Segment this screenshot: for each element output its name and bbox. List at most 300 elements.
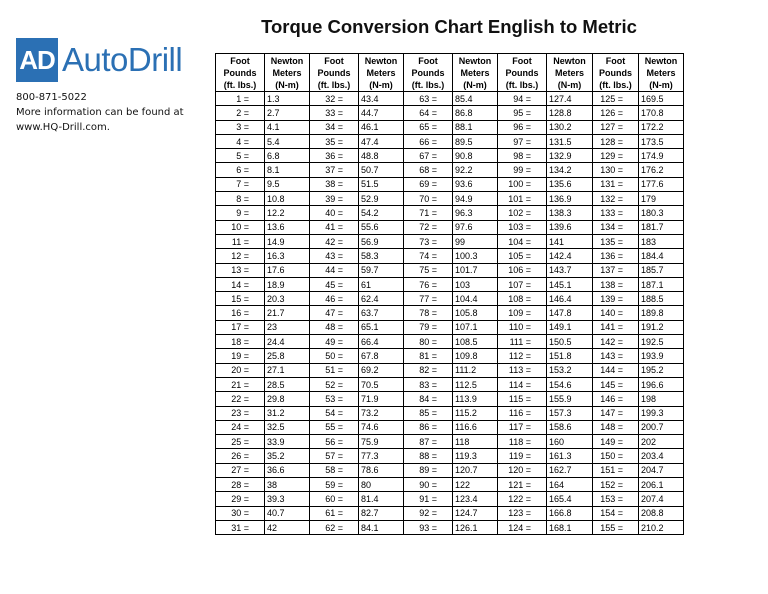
- newton-meters-cell: 42: [265, 520, 310, 534]
- foot-pounds-cell: 114 =: [498, 377, 547, 391]
- newton-meters-cell: 18.9: [265, 277, 310, 291]
- foot-pounds-cell: 39 =: [310, 192, 359, 206]
- foot-pounds-cell: 44 =: [310, 263, 359, 277]
- newton-meters-cell: 172.2: [639, 120, 684, 134]
- column-header-newton-meters: Newton Meters (N-m): [359, 54, 404, 92]
- logo-mark: AD: [16, 38, 58, 82]
- foot-pounds-cell: 2 =: [216, 106, 265, 120]
- table-row: [216, 449, 684, 463]
- table-body: [216, 92, 684, 535]
- foot-pounds-cell: 134 =: [593, 220, 639, 234]
- foot-pounds-cell: 35 =: [310, 134, 359, 148]
- newton-meters-cell: 149.1: [547, 320, 593, 334]
- foot-pounds-cell: 111 =: [498, 335, 547, 349]
- foot-pounds-cell: 129 =: [593, 149, 639, 163]
- foot-pounds-cell: 66 =: [404, 134, 453, 148]
- foot-pounds-cell: 5 =: [216, 149, 265, 163]
- foot-pounds-cell: 86 =: [404, 420, 453, 434]
- column-header-foot-pounds: Foot Pounds (ft. lbs.): [593, 54, 639, 92]
- newton-meters-cell: 88.1: [453, 120, 498, 134]
- table-row: [216, 349, 684, 363]
- info-text-line-1: More information can be found at: [16, 107, 184, 118]
- column-header-foot-pounds: Foot Pounds (ft. lbs.): [216, 54, 265, 92]
- newton-meters-cell: 108.5: [453, 335, 498, 349]
- newton-meters-cell: 20.3: [265, 292, 310, 306]
- table-row: [216, 120, 684, 134]
- newton-meters-cell: 187.1: [639, 277, 684, 291]
- newton-meters-cell: 100.3: [453, 249, 498, 263]
- foot-pounds-cell: 154 =: [593, 506, 639, 520]
- table-row: [216, 263, 684, 277]
- newton-meters-cell: 157.3: [547, 406, 593, 420]
- newton-meters-cell: 170.8: [639, 106, 684, 120]
- newton-meters-cell: 44.7: [359, 106, 404, 120]
- newton-meters-cell: 160: [547, 435, 593, 449]
- table-row: [216, 192, 684, 206]
- foot-pounds-cell: 11 =: [216, 234, 265, 248]
- newton-meters-cell: 141: [547, 234, 593, 248]
- newton-meters-cell: 115.2: [453, 406, 498, 420]
- column-header-newton-meters: Newton Meters (N-m): [265, 54, 310, 92]
- foot-pounds-cell: 16 =: [216, 306, 265, 320]
- foot-pounds-cell: 123 =: [498, 506, 547, 520]
- foot-pounds-cell: 58 =: [310, 463, 359, 477]
- newton-meters-cell: 10.8: [265, 192, 310, 206]
- page-title: Torque Conversion Chart English to Metric: [261, 16, 637, 37]
- newton-meters-cell: 14.9: [265, 234, 310, 248]
- foot-pounds-cell: 97 =: [498, 134, 547, 148]
- newton-meters-cell: 185.7: [639, 263, 684, 277]
- newton-meters-cell: 161.3: [547, 449, 593, 463]
- newton-meters-cell: 204.7: [639, 463, 684, 477]
- newton-meters-cell: 105.8: [453, 306, 498, 320]
- foot-pounds-cell: 145 =: [593, 377, 639, 391]
- foot-pounds-cell: 103 =: [498, 220, 547, 234]
- newton-meters-cell: 154.6: [547, 377, 593, 391]
- newton-meters-cell: 120.7: [453, 463, 498, 477]
- newton-meters-cell: 35.2: [265, 449, 310, 463]
- foot-pounds-cell: 108 =: [498, 292, 547, 306]
- foot-pounds-cell: 91 =: [404, 492, 453, 506]
- table-row: [216, 92, 684, 106]
- logo-name: AutoDrill: [62, 41, 183, 78]
- newton-meters-cell: 27.1: [265, 363, 310, 377]
- foot-pounds-cell: 76 =: [404, 277, 453, 291]
- foot-pounds-cell: 50 =: [310, 349, 359, 363]
- foot-pounds-cell: 118 =: [498, 435, 547, 449]
- phone-number: 800-871-5022: [16, 92, 87, 103]
- foot-pounds-cell: 107 =: [498, 277, 547, 291]
- newton-meters-cell: 165.4: [547, 492, 593, 506]
- column-header-foot-pounds: Foot Pounds (ft. lbs.): [404, 54, 453, 92]
- newton-meters-cell: 39.3: [265, 492, 310, 506]
- newton-meters-cell: 158.6: [547, 420, 593, 434]
- foot-pounds-cell: 7 =: [216, 177, 265, 191]
- foot-pounds-cell: 56 =: [310, 435, 359, 449]
- foot-pounds-cell: 119 =: [498, 449, 547, 463]
- foot-pounds-cell: 63 =: [404, 92, 453, 106]
- foot-pounds-cell: 30 =: [216, 506, 265, 520]
- newton-meters-cell: 66.4: [359, 335, 404, 349]
- foot-pounds-cell: 153 =: [593, 492, 639, 506]
- table-row: [216, 134, 684, 148]
- newton-meters-cell: 111.2: [453, 363, 498, 377]
- table-row: [216, 292, 684, 306]
- newton-meters-cell: 25.8: [265, 349, 310, 363]
- foot-pounds-cell: 127 =: [593, 120, 639, 134]
- newton-meters-cell: 127.4: [547, 92, 593, 106]
- newton-meters-cell: 32.5: [265, 420, 310, 434]
- foot-pounds-cell: 82 =: [404, 363, 453, 377]
- newton-meters-cell: 142.4: [547, 249, 593, 263]
- table-row: [216, 163, 684, 177]
- newton-meters-cell: 173.5: [639, 134, 684, 148]
- newton-meters-cell: 143.7: [547, 263, 593, 277]
- torque-conversion-table: [215, 53, 684, 535]
- foot-pounds-cell: 155 =: [593, 520, 639, 534]
- foot-pounds-cell: 1 =: [216, 92, 265, 106]
- newton-meters-cell: 92.2: [453, 163, 498, 177]
- foot-pounds-cell: 41 =: [310, 220, 359, 234]
- foot-pounds-cell: 57 =: [310, 449, 359, 463]
- newton-meters-cell: 69.2: [359, 363, 404, 377]
- newton-meters-cell: 188.5: [639, 292, 684, 306]
- foot-pounds-cell: 100 =: [498, 177, 547, 191]
- foot-pounds-cell: 38 =: [310, 177, 359, 191]
- table-row: [216, 306, 684, 320]
- newton-meters-cell: 2.7: [265, 106, 310, 120]
- contact-info: [16, 90, 184, 135]
- newton-meters-cell: 55.6: [359, 220, 404, 234]
- newton-meters-cell: 46.1: [359, 120, 404, 134]
- foot-pounds-cell: 46 =: [310, 292, 359, 306]
- foot-pounds-cell: 147 =: [593, 406, 639, 420]
- newton-meters-cell: 206.1: [639, 478, 684, 492]
- newton-meters-cell: 38: [265, 478, 310, 492]
- table-row: [216, 249, 684, 263]
- newton-meters-cell: 50.7: [359, 163, 404, 177]
- newton-meters-cell: 207.4: [639, 492, 684, 506]
- info-text-line-2: www.HQ-Drill.com.: [16, 122, 110, 133]
- foot-pounds-cell: 43 =: [310, 249, 359, 263]
- foot-pounds-cell: 73 =: [404, 234, 453, 248]
- foot-pounds-cell: 13 =: [216, 263, 265, 277]
- foot-pounds-cell: 92 =: [404, 506, 453, 520]
- newton-meters-cell: 166.8: [547, 506, 593, 520]
- newton-meters-cell: 96.3: [453, 206, 498, 220]
- foot-pounds-cell: 47 =: [310, 306, 359, 320]
- newton-meters-cell: 40.7: [265, 506, 310, 520]
- newton-meters-cell: 61: [359, 277, 404, 291]
- newton-meters-cell: 82.7: [359, 506, 404, 520]
- newton-meters-cell: 81.4: [359, 492, 404, 506]
- foot-pounds-cell: 87 =: [404, 435, 453, 449]
- foot-pounds-cell: 33 =: [310, 106, 359, 120]
- foot-pounds-cell: 125 =: [593, 92, 639, 106]
- foot-pounds-cell: 3 =: [216, 120, 265, 134]
- foot-pounds-cell: 124 =: [498, 520, 547, 534]
- foot-pounds-cell: 79 =: [404, 320, 453, 334]
- foot-pounds-cell: 67 =: [404, 149, 453, 163]
- newton-meters-cell: 97.6: [453, 220, 498, 234]
- foot-pounds-cell: 99 =: [498, 163, 547, 177]
- foot-pounds-cell: 96 =: [498, 120, 547, 134]
- newton-meters-cell: 8.1: [265, 163, 310, 177]
- table-row: [216, 392, 684, 406]
- foot-pounds-cell: 106 =: [498, 263, 547, 277]
- foot-pounds-cell: 29 =: [216, 492, 265, 506]
- foot-pounds-cell: 77 =: [404, 292, 453, 306]
- foot-pounds-cell: 116 =: [498, 406, 547, 420]
- newton-meters-cell: 184.4: [639, 249, 684, 263]
- foot-pounds-cell: 117 =: [498, 420, 547, 434]
- newton-meters-cell: 70.5: [359, 377, 404, 391]
- newton-meters-cell: 9.5: [265, 177, 310, 191]
- newton-meters-cell: 71.9: [359, 392, 404, 406]
- newton-meters-cell: 210.2: [639, 520, 684, 534]
- foot-pounds-cell: 28 =: [216, 478, 265, 492]
- newton-meters-cell: 51.5: [359, 177, 404, 191]
- column-header-newton-meters: Newton Meters (N-m): [639, 54, 684, 92]
- foot-pounds-cell: 151 =: [593, 463, 639, 477]
- newton-meters-cell: 73.2: [359, 406, 404, 420]
- foot-pounds-cell: 131 =: [593, 177, 639, 191]
- table-row: [216, 106, 684, 120]
- newton-meters-cell: 36.6: [265, 463, 310, 477]
- column-header-newton-meters: Newton Meters (N-m): [547, 54, 593, 92]
- newton-meters-cell: 179: [639, 192, 684, 206]
- foot-pounds-cell: 55 =: [310, 420, 359, 434]
- foot-pounds-cell: 112 =: [498, 349, 547, 363]
- newton-meters-cell: 103: [453, 277, 498, 291]
- table-row: [216, 363, 684, 377]
- foot-pounds-cell: 71 =: [404, 206, 453, 220]
- newton-meters-cell: 116.6: [453, 420, 498, 434]
- newton-meters-cell: 58.3: [359, 249, 404, 263]
- table-row: [216, 220, 684, 234]
- foot-pounds-cell: 80 =: [404, 335, 453, 349]
- table-row: [216, 377, 684, 391]
- foot-pounds-cell: 68 =: [404, 163, 453, 177]
- newton-meters-cell: 47.4: [359, 134, 404, 148]
- newton-meters-cell: 168.1: [547, 520, 593, 534]
- newton-meters-cell: 93.6: [453, 177, 498, 191]
- foot-pounds-cell: 122 =: [498, 492, 547, 506]
- foot-pounds-cell: 61 =: [310, 506, 359, 520]
- foot-pounds-cell: 133 =: [593, 206, 639, 220]
- newton-meters-cell: 113.9: [453, 392, 498, 406]
- newton-meters-cell: 4.1: [265, 120, 310, 134]
- foot-pounds-cell: 4 =: [216, 134, 265, 148]
- newton-meters-cell: 203.4: [639, 449, 684, 463]
- newton-meters-cell: 126.1: [453, 520, 498, 534]
- newton-meters-cell: 162.7: [547, 463, 593, 477]
- table-row: [216, 177, 684, 191]
- foot-pounds-cell: 19 =: [216, 349, 265, 363]
- newton-meters-cell: 89.5: [453, 134, 498, 148]
- table-row: [216, 478, 684, 492]
- foot-pounds-cell: 20 =: [216, 363, 265, 377]
- newton-meters-cell: 65.1: [359, 320, 404, 334]
- newton-meters-cell: 12.2: [265, 206, 310, 220]
- newton-meters-cell: 136.9: [547, 192, 593, 206]
- foot-pounds-cell: 42 =: [310, 234, 359, 248]
- foot-pounds-cell: 146 =: [593, 392, 639, 406]
- newton-meters-cell: 139.6: [547, 220, 593, 234]
- foot-pounds-cell: 139 =: [593, 292, 639, 306]
- foot-pounds-cell: 89 =: [404, 463, 453, 477]
- newton-meters-cell: 48.8: [359, 149, 404, 163]
- foot-pounds-cell: 40 =: [310, 206, 359, 220]
- newton-meters-cell: 5.4: [265, 134, 310, 148]
- table-row: [216, 492, 684, 506]
- newton-meters-cell: 200.7: [639, 420, 684, 434]
- newton-meters-cell: 151.8: [547, 349, 593, 363]
- newton-meters-cell: 21.7: [265, 306, 310, 320]
- foot-pounds-cell: 6 =: [216, 163, 265, 177]
- newton-meters-cell: 107.1: [453, 320, 498, 334]
- newton-meters-cell: 191.2: [639, 320, 684, 334]
- newton-meters-cell: 1.3: [265, 92, 310, 106]
- table-row: [216, 206, 684, 220]
- foot-pounds-cell: 54 =: [310, 406, 359, 420]
- foot-pounds-cell: 17 =: [216, 320, 265, 334]
- newton-meters-cell: 56.9: [359, 234, 404, 248]
- newton-meters-cell: 122: [453, 478, 498, 492]
- foot-pounds-cell: 115 =: [498, 392, 547, 406]
- newton-meters-cell: 80: [359, 478, 404, 492]
- foot-pounds-cell: 81 =: [404, 349, 453, 363]
- newton-meters-cell: 153.2: [547, 363, 593, 377]
- foot-pounds-cell: 60 =: [310, 492, 359, 506]
- foot-pounds-cell: 142 =: [593, 335, 639, 349]
- foot-pounds-cell: 149 =: [593, 435, 639, 449]
- foot-pounds-cell: 53 =: [310, 392, 359, 406]
- newton-meters-cell: 104.4: [453, 292, 498, 306]
- foot-pounds-cell: 136 =: [593, 249, 639, 263]
- foot-pounds-cell: 18 =: [216, 335, 265, 349]
- newton-meters-cell: 164: [547, 478, 593, 492]
- newton-meters-cell: 208.8: [639, 506, 684, 520]
- foot-pounds-cell: 138 =: [593, 277, 639, 291]
- newton-meters-cell: 134.2: [547, 163, 593, 177]
- foot-pounds-cell: 78 =: [404, 306, 453, 320]
- newton-meters-cell: 147.8: [547, 306, 593, 320]
- foot-pounds-cell: 74 =: [404, 249, 453, 263]
- foot-pounds-cell: 72 =: [404, 220, 453, 234]
- foot-pounds-cell: 84 =: [404, 392, 453, 406]
- foot-pounds-cell: 24 =: [216, 420, 265, 434]
- newton-meters-cell: 52.9: [359, 192, 404, 206]
- foot-pounds-cell: 102 =: [498, 206, 547, 220]
- column-header-newton-meters: Newton Meters (N-m): [453, 54, 498, 92]
- table-row: [216, 520, 684, 534]
- foot-pounds-cell: 152 =: [593, 478, 639, 492]
- foot-pounds-cell: 59 =: [310, 478, 359, 492]
- foot-pounds-cell: 75 =: [404, 263, 453, 277]
- foot-pounds-cell: 51 =: [310, 363, 359, 377]
- table-row: [216, 463, 684, 477]
- newton-meters-cell: 99: [453, 234, 498, 248]
- newton-meters-cell: 16.3: [265, 249, 310, 263]
- foot-pounds-cell: 140 =: [593, 306, 639, 320]
- newton-meters-cell: 145.1: [547, 277, 593, 291]
- autodrill-logo: [16, 38, 182, 82]
- foot-pounds-cell: 143 =: [593, 349, 639, 363]
- foot-pounds-cell: 113 =: [498, 363, 547, 377]
- newton-meters-cell: 43.4: [359, 92, 404, 106]
- newton-meters-cell: 101.7: [453, 263, 498, 277]
- table-row: [216, 149, 684, 163]
- foot-pounds-cell: 48 =: [310, 320, 359, 334]
- foot-pounds-cell: 36 =: [310, 149, 359, 163]
- newton-meters-cell: 31.2: [265, 406, 310, 420]
- foot-pounds-cell: 65 =: [404, 120, 453, 134]
- column-header-foot-pounds: Foot Pounds (ft. lbs.): [498, 54, 547, 92]
- newton-meters-cell: 62.4: [359, 292, 404, 306]
- foot-pounds-cell: 32 =: [310, 92, 359, 106]
- foot-pounds-cell: 37 =: [310, 163, 359, 177]
- newton-meters-cell: 177.6: [639, 177, 684, 191]
- newton-meters-cell: 59.7: [359, 263, 404, 277]
- newton-meters-cell: 131.5: [547, 134, 593, 148]
- newton-meters-cell: 146.4: [547, 292, 593, 306]
- newton-meters-cell: 130.2: [547, 120, 593, 134]
- newton-meters-cell: 90.8: [453, 149, 498, 163]
- newton-meters-cell: 196.6: [639, 377, 684, 391]
- newton-meters-cell: 124.7: [453, 506, 498, 520]
- foot-pounds-cell: 9 =: [216, 206, 265, 220]
- newton-meters-cell: 198: [639, 392, 684, 406]
- newton-meters-cell: 192.5: [639, 335, 684, 349]
- foot-pounds-cell: 88 =: [404, 449, 453, 463]
- foot-pounds-cell: 104 =: [498, 234, 547, 248]
- foot-pounds-cell: 126 =: [593, 106, 639, 120]
- foot-pounds-cell: 101 =: [498, 192, 547, 206]
- foot-pounds-cell: 98 =: [498, 149, 547, 163]
- newton-meters-cell: 28.5: [265, 377, 310, 391]
- foot-pounds-cell: 8 =: [216, 192, 265, 206]
- foot-pounds-cell: 130 =: [593, 163, 639, 177]
- newton-meters-cell: 94.9: [453, 192, 498, 206]
- newton-meters-cell: 78.6: [359, 463, 404, 477]
- newton-meters-cell: 174.9: [639, 149, 684, 163]
- newton-meters-cell: 17.6: [265, 263, 310, 277]
- newton-meters-cell: 180.3: [639, 206, 684, 220]
- table-row: [216, 335, 684, 349]
- foot-pounds-cell: 150 =: [593, 449, 639, 463]
- newton-meters-cell: 67.8: [359, 349, 404, 363]
- foot-pounds-cell: 132 =: [593, 192, 639, 206]
- newton-meters-cell: 169.5: [639, 92, 684, 106]
- newton-meters-cell: 132.9: [547, 149, 593, 163]
- table-row: [216, 435, 684, 449]
- newton-meters-cell: 74.6: [359, 420, 404, 434]
- foot-pounds-cell: 69 =: [404, 177, 453, 191]
- foot-pounds-cell: 25 =: [216, 435, 265, 449]
- foot-pounds-cell: 120 =: [498, 463, 547, 477]
- newton-meters-cell: 86.8: [453, 106, 498, 120]
- newton-meters-cell: 135.6: [547, 177, 593, 191]
- newton-meters-cell: 109.8: [453, 349, 498, 363]
- foot-pounds-cell: 70 =: [404, 192, 453, 206]
- newton-meters-cell: 6.8: [265, 149, 310, 163]
- table-row: [216, 506, 684, 520]
- newton-meters-cell: 84.1: [359, 520, 404, 534]
- foot-pounds-cell: 62 =: [310, 520, 359, 534]
- newton-meters-cell: 181.7: [639, 220, 684, 234]
- newton-meters-cell: 119.3: [453, 449, 498, 463]
